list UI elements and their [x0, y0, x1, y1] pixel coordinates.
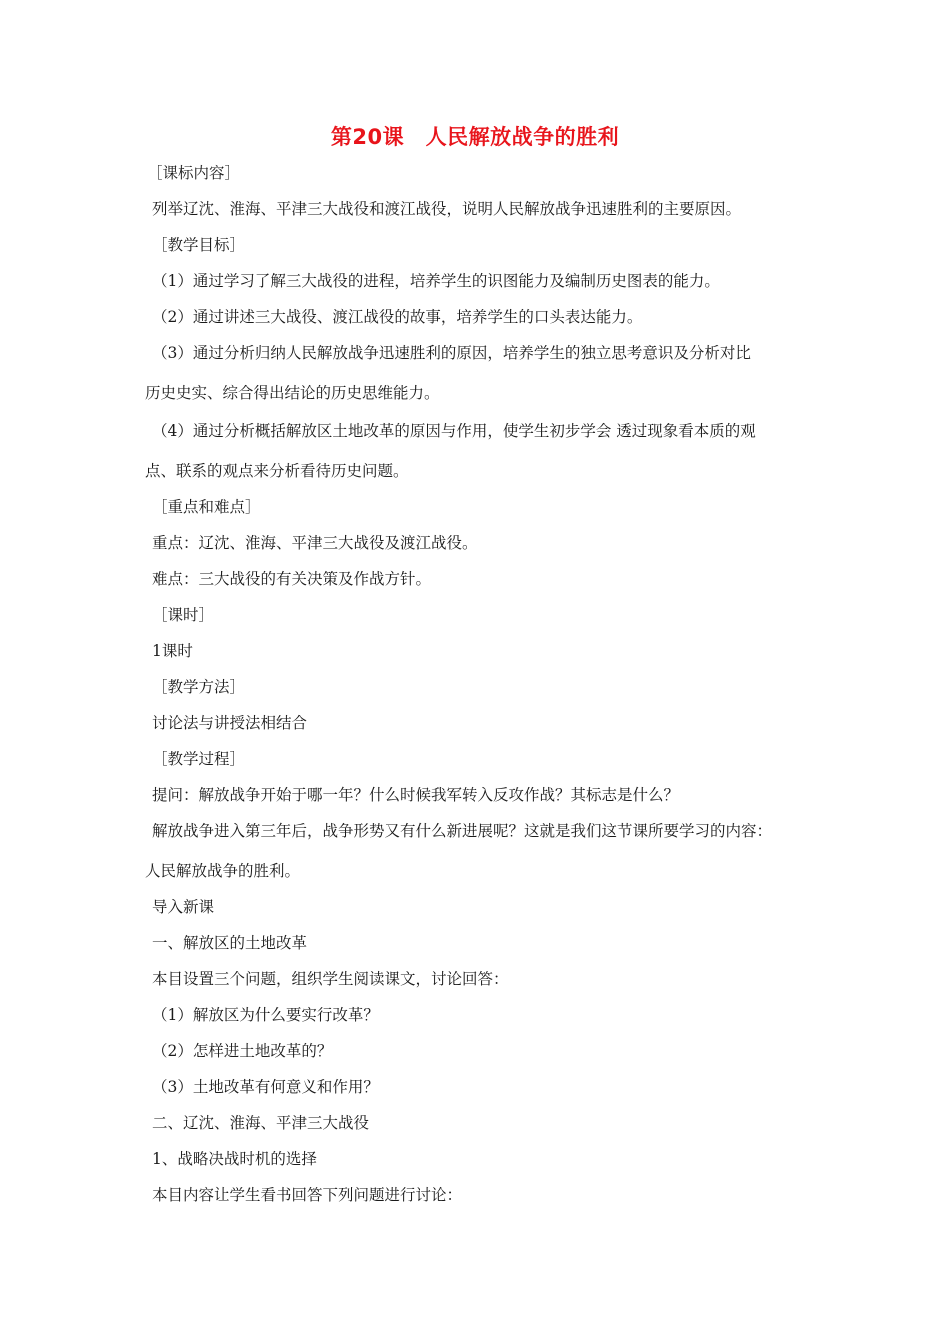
section-heading-class-hours: ［课时］ — [152, 606, 215, 624]
paragraph: 提问：解放战争开始于哪一年？什么时候我军转入反攻作战？其标志是什么？ — [152, 786, 680, 804]
objective-item: （3）通过分析归纳人民解放战争迅速胜利的原因，培养学生的独立思考意识及分析对比 — [152, 344, 751, 362]
paragraph: 列举辽沈、淮海、平津三大战役和渡江战役，说明人民解放战争迅速胜利的主要原因。 — [152, 200, 742, 218]
question-item: （2）怎样进土地改革的？ — [152, 1042, 333, 1060]
section-heading-process: ［教学过程］ — [152, 750, 246, 768]
paragraph: 重点：辽沈、淮海、平津三大战役及渡江战役。 — [152, 534, 478, 552]
section-heading-objectives: ［教学目标］ — [152, 236, 246, 254]
section-heading-key-points: ［重点和难点］ — [152, 498, 261, 516]
page-title: 第20课 人民解放战争的胜利 — [330, 125, 620, 149]
paragraph: 本目设置三个问题，组织学生阅读课文，讨论回答： — [152, 970, 509, 988]
objective-item: （2）通过讲述三大战役、渡江战役的故事，培养学生的口头表达能力。 — [152, 308, 643, 326]
paragraph: 1课时 — [152, 642, 193, 660]
objective-item: （1）通过学习了解三大战役的进程，培养学生的识图能力及编制历史图表的能力。 — [152, 272, 720, 290]
paragraph: 导入新课 — [152, 898, 215, 916]
question-item: （3）土地改革有何意义和作用？ — [152, 1078, 379, 1096]
paragraph: 难点：三大战役的有关决策及作战方针。 — [152, 570, 432, 588]
section-heading-methods: ［教学方法］ — [152, 678, 246, 696]
question-item: （1）解放区为什么要实行改革？ — [152, 1006, 379, 1024]
objective-item-continuation: 点、联系的观点来分析看待历史问题。 — [145, 462, 409, 480]
objective-item-continuation: 历史史实、综合得出结论的历史思维能力。 — [145, 384, 440, 402]
subsection-heading: 1、战略决战时机的选择 — [152, 1150, 317, 1168]
paragraph: 解放战争进入第三年后，战争形势又有什么新进展呢？这就是我们这节课所要学习的内容： — [152, 822, 773, 840]
subsection-heading: 一、解放区的土地改革 — [152, 934, 308, 952]
subsection-heading: 二、辽沈、淮海、平津三大战役 — [152, 1114, 370, 1132]
paragraph: 本目内容让学生看书回答下列问题进行讨论： — [152, 1186, 463, 1204]
paragraph-continuation: 人民解放战争的胜利。 — [145, 862, 301, 880]
paragraph: 讨论法与讲授法相结合 — [152, 714, 308, 732]
objective-item: （4）通过分析概括解放区土地改革的原因与作用，使学生初步学会 透过现象看本质的观 — [152, 422, 756, 440]
section-heading-curriculum: ［课标内容］ — [147, 164, 241, 182]
